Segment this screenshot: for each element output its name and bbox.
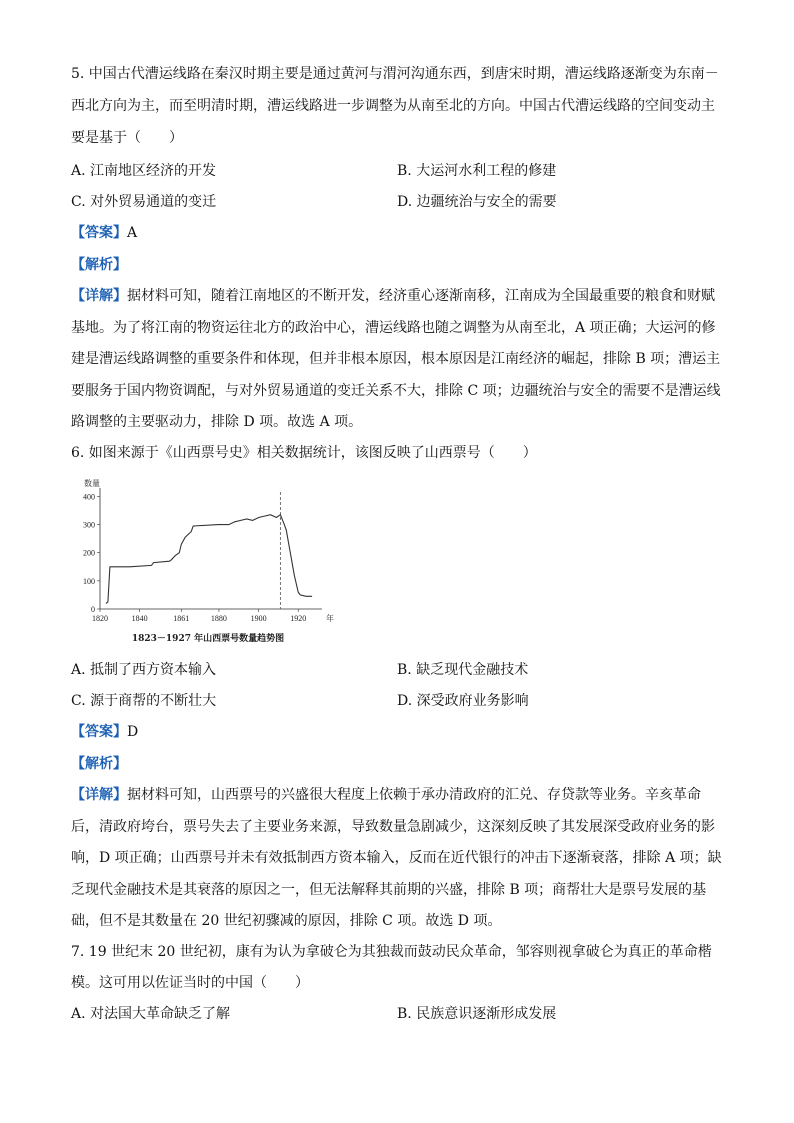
x-tick-label: 1880 (210, 614, 227, 623)
q6-detail-line: 后，清政府垮台，票号失去了主要业务来源，导致数量急剧减少，这深刻反映了其发展深受政府业务的影 (71, 819, 715, 835)
q6-detail-line: 乏现代金融技术是其衰落的原因之一，但无法解释其前期的兴盛，排除 B 项；商帮壮大是票号发展的基 (71, 882, 707, 898)
answer-value: A (127, 225, 138, 241)
q5-stem-line: 5. 中国古代漕运线路在秦汉时期主要是通过黄河与渭河沟通东西，到唐宋时期，漕运线路逐渐变为东南－ (71, 66, 719, 82)
y-tick-label: 200 (83, 548, 95, 558)
q5-stem-line: 西北方向为主，而至明清时期，漕运线路进一步调整为从南至北的方向。中国古代漕运线路的空间变动主 (71, 98, 715, 114)
x-tick-label: 1900 (250, 614, 267, 623)
q5-option-a[interactable]: A. 江南地区经济的开发 (71, 163, 217, 179)
chart-y-ticks (83, 492, 100, 614)
q6-analysis-tag: 【解析】 (71, 756, 127, 772)
answer-value: D (127, 724, 139, 740)
detail-tag: 【详解】 (71, 288, 127, 304)
x-tick-label: 1920 (290, 614, 307, 623)
x-tick-label: 1840 (131, 614, 148, 623)
y-tick-label: 100 (83, 576, 95, 586)
q5-stem-line: 要是基于（ ） (71, 130, 183, 146)
q5-option-b[interactable]: B. 大运河水利工程的修建 (397, 163, 557, 179)
q7-stem-line: 7. 19 世纪末 20 世纪初，康有为认为拿破仑为其独裁而鼓动民众革命，邹容则视拿破仑为真正的革命楷 (71, 944, 712, 960)
q6-stem: 6. 如图来源于《山西票号史》相关数据统计，该图反映了山西票号（ ） (71, 445, 537, 461)
q5-analysis-tag: 【解析】 (71, 257, 127, 273)
q5-detail-line (71, 286, 715, 306)
q6-option-d[interactable]: D. 深受政府业务影响 (397, 693, 529, 709)
y-tick-label: 400 (83, 492, 95, 502)
chart-axes (100, 488, 322, 609)
q6-option-c[interactable]: C. 源于商帮的不断壮大 (71, 693, 217, 709)
q6-option-b[interactable]: B. 缺乏现代金融技术 (397, 662, 529, 678)
q6-detail-line (71, 785, 701, 805)
q5-detail-line: 基地。为了将江南的物资运往北方的政治中心，漕运线路也随之调整为从南至北，A 项正确；大运河的修 (71, 320, 716, 336)
q5-detail-line: 建是漕运线路调整的重要条件和体现，但并非根本原因，根本原因是江南经济的崛起，排除 B 项；漕运主 (71, 351, 721, 367)
q5-answer (71, 223, 137, 243)
q5-option-c[interactable]: C. 对外贸易通道的变迁 (71, 194, 217, 210)
answer-tag: 【答案】 (71, 724, 127, 740)
detail-text: 据材料可知，随着江南地区的不断开发，经济重心逐渐南移，江南成为全国最重要的粮食和财赋 (127, 288, 715, 304)
q7-option-b[interactable]: B. 民族意识逐渐形成发展 (397, 1006, 557, 1022)
q6-detail-line: 响，D 项正确；山西票号并未有效抵制西方资本输入，反而在近代银行的冲击下逐渐衰落，排除 A 项；缺 (71, 850, 722, 866)
q5-option-d[interactable]: D. 边疆统治与安全的需要 (397, 194, 557, 210)
q5-detail-line: 路调整的主要驱动力，排除 D 项。故选 A 项。 (71, 414, 363, 430)
x-axis-label: 年 (326, 614, 334, 623)
piaohao-chart (78, 476, 338, 651)
detail-text: 据材料可知，山西票号的兴盛很大程度上依赖于承办清政府的汇兑、存贷款等业务。辛亥革命 (127, 787, 701, 803)
y-axis-label: 数量 (84, 479, 100, 488)
q6-option-a[interactable]: A. 抵制了西方资本输入 (71, 662, 217, 678)
chart-x-ticks (92, 609, 306, 623)
x-tick-label: 1861 (173, 614, 190, 623)
x-tick-label: 1820 (92, 614, 108, 623)
q6-answer (71, 722, 138, 742)
series-line (106, 515, 312, 604)
q6-detail-line: 础，但不是其数量在 20 世纪初骤减的原因，排除 C 项。故选 D 项。 (71, 913, 502, 929)
y-tick-label: 300 (83, 520, 95, 530)
q5-detail-line: 要服务于国内物资调配，与对外贸易通道的变迁关系不大，排除 C 项；边疆统治与安全的需要不是漕运线 (71, 383, 721, 399)
chart-title: 1823－1927 年山西票号数量趋势图 (131, 634, 285, 644)
detail-tag: 【详解】 (71, 787, 127, 803)
y-tick-label: 0 (91, 605, 95, 614)
q7-stem-line: 模。这可用以佐证当时的中国（ ） (71, 975, 309, 991)
q7-option-a[interactable]: A. 对法国大革命缺乏了解 (71, 1006, 231, 1022)
answer-tag: 【答案】 (71, 225, 127, 241)
